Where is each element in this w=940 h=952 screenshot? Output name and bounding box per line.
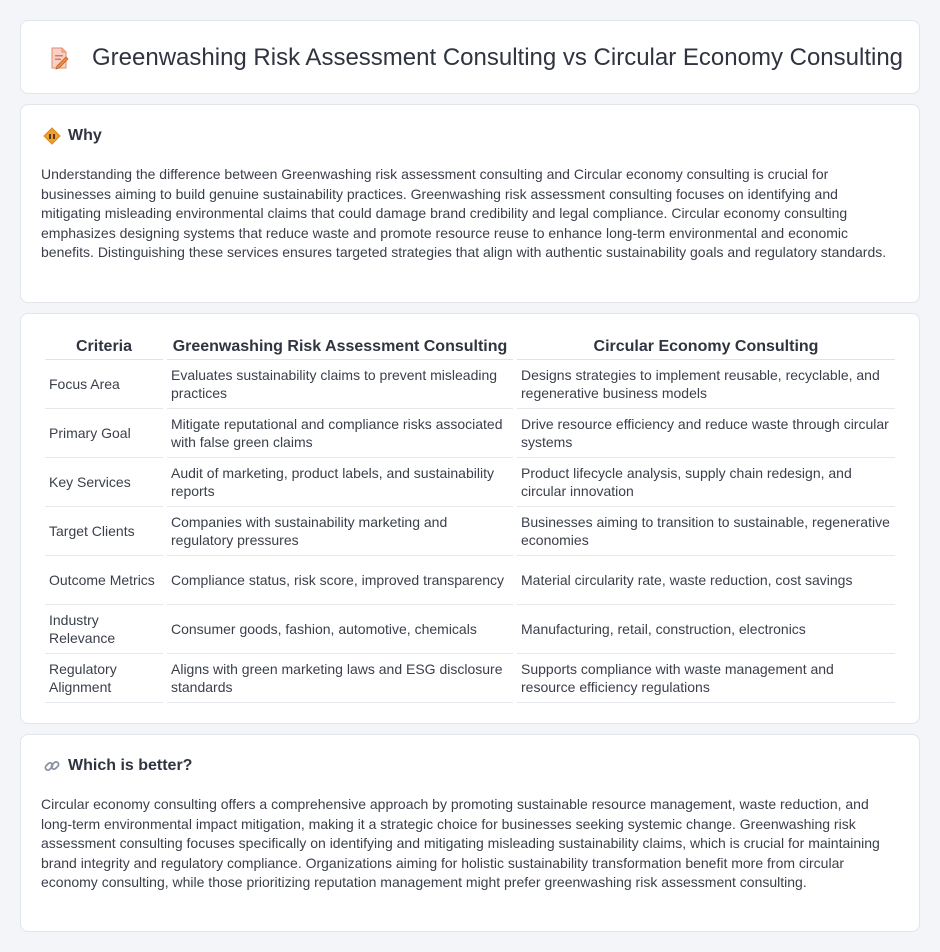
row-criteria: Key Services xyxy=(45,458,163,507)
table-row xyxy=(45,409,895,458)
row-greenwashing: Audit of marketing, product labels, and sustainability reports xyxy=(167,458,513,507)
row-criteria: Target Clients xyxy=(45,507,163,556)
why-text: Understanding the difference between Greenwashing risk assessment consulting and Circular economy consulting is crucial for businesses aiming to build genuine sustainability practices. Greenwashing risk assessment consulting focuses on identifying and mitigating misleading environmental claims that could damage brand credibility and legal compliance. Circular economy consulting emphasizes designing systems that reduce waste and promote resource reuse to enhance long-term environmental and economic benefits. Distinguishing these services ensures targeted strategies that align with authentic sustainability goals and regulatory standards. xyxy=(41,166,887,260)
header-greenwashing: Greenwashing Risk Assessment Consulting xyxy=(167,334,513,360)
table-row xyxy=(45,556,895,605)
row-greenwashing: Consumer goods, fashion, automotive, chemicals xyxy=(167,605,513,654)
row-circular: Designs strategies to implement reusable, recyclable, and regenerative business models xyxy=(517,360,895,409)
row-greenwashing: Aligns with green marketing laws and ESG disclosure standards xyxy=(167,654,513,703)
row-circular: Businesses aiming to transition to sustainable, regenerative economies xyxy=(517,507,895,556)
diamond-sign-icon xyxy=(43,127,61,145)
link-icon xyxy=(43,757,61,775)
row-criteria: Regulatory Alignment xyxy=(45,654,163,703)
better-text: Circular economy consulting offers a comprehensive approach by promoting sustainable resource management, waste reduction, and long-term environmental impact mitigation, making it a strategic choice for businesses seeking systemic change. Greenwashing risk assessment consulting focuses specifically on identifying and mitigating misleading sustainability claims, which is crucial for maintaining brand integrity and regulatory compliance. Organizations aiming for holistic sustainability transformation benefit more from circular economy consulting, while those prioritizing reputation management might prefer greenwashing risk assessment consulting. xyxy=(41,796,880,890)
row-circular: Manufacturing, retail, construction, electronics xyxy=(517,605,895,654)
header-criteria: Criteria xyxy=(45,334,163,360)
page-title: Greenwashing Risk Assessment Consulting vs Circular Economy Consulting xyxy=(92,44,904,71)
why-section xyxy=(20,104,920,303)
row-circular: Material circularity rate, waste reduction, cost savings xyxy=(517,556,895,605)
comparison-table-card xyxy=(20,313,920,724)
row-greenwashing: Evaluates sustainability claims to prevent misleading practices xyxy=(167,360,513,409)
document-edit-icon xyxy=(47,46,71,70)
why-title: Why xyxy=(68,127,102,144)
row-circular: Product lifecycle analysis, supply chain redesign, and circular innovation xyxy=(517,458,895,507)
comparison-table xyxy=(41,334,899,703)
table-row xyxy=(45,507,895,556)
row-greenwashing: Compliance status, risk score, improved transparency xyxy=(167,556,513,605)
which-is-better-section xyxy=(20,734,920,932)
header-card xyxy=(20,20,920,94)
table-header-row xyxy=(45,334,895,360)
why-heading xyxy=(43,127,102,145)
table-row xyxy=(45,458,895,507)
row-greenwashing: Mitigate reputational and compliance risks associated with false green claims xyxy=(167,409,513,458)
header-circular: Circular Economy Consulting xyxy=(517,334,895,360)
table-row xyxy=(45,654,895,703)
row-criteria: Outcome Metrics xyxy=(45,556,163,605)
row-circular: Drive resource efficiency and reduce waste through circular systems xyxy=(517,409,895,458)
row-criteria: Primary Goal xyxy=(45,409,163,458)
better-heading xyxy=(43,757,192,775)
row-circular: Supports compliance with waste management and resource efficiency regulations xyxy=(517,654,895,703)
table-row xyxy=(45,360,895,409)
row-criteria: Focus Area xyxy=(45,360,163,409)
row-greenwashing: Companies with sustainability marketing and regulatory pressures xyxy=(167,507,513,556)
better-title: Which is better? xyxy=(68,757,193,774)
table-row xyxy=(45,605,895,654)
row-criteria: Industry Relevance xyxy=(45,605,163,654)
